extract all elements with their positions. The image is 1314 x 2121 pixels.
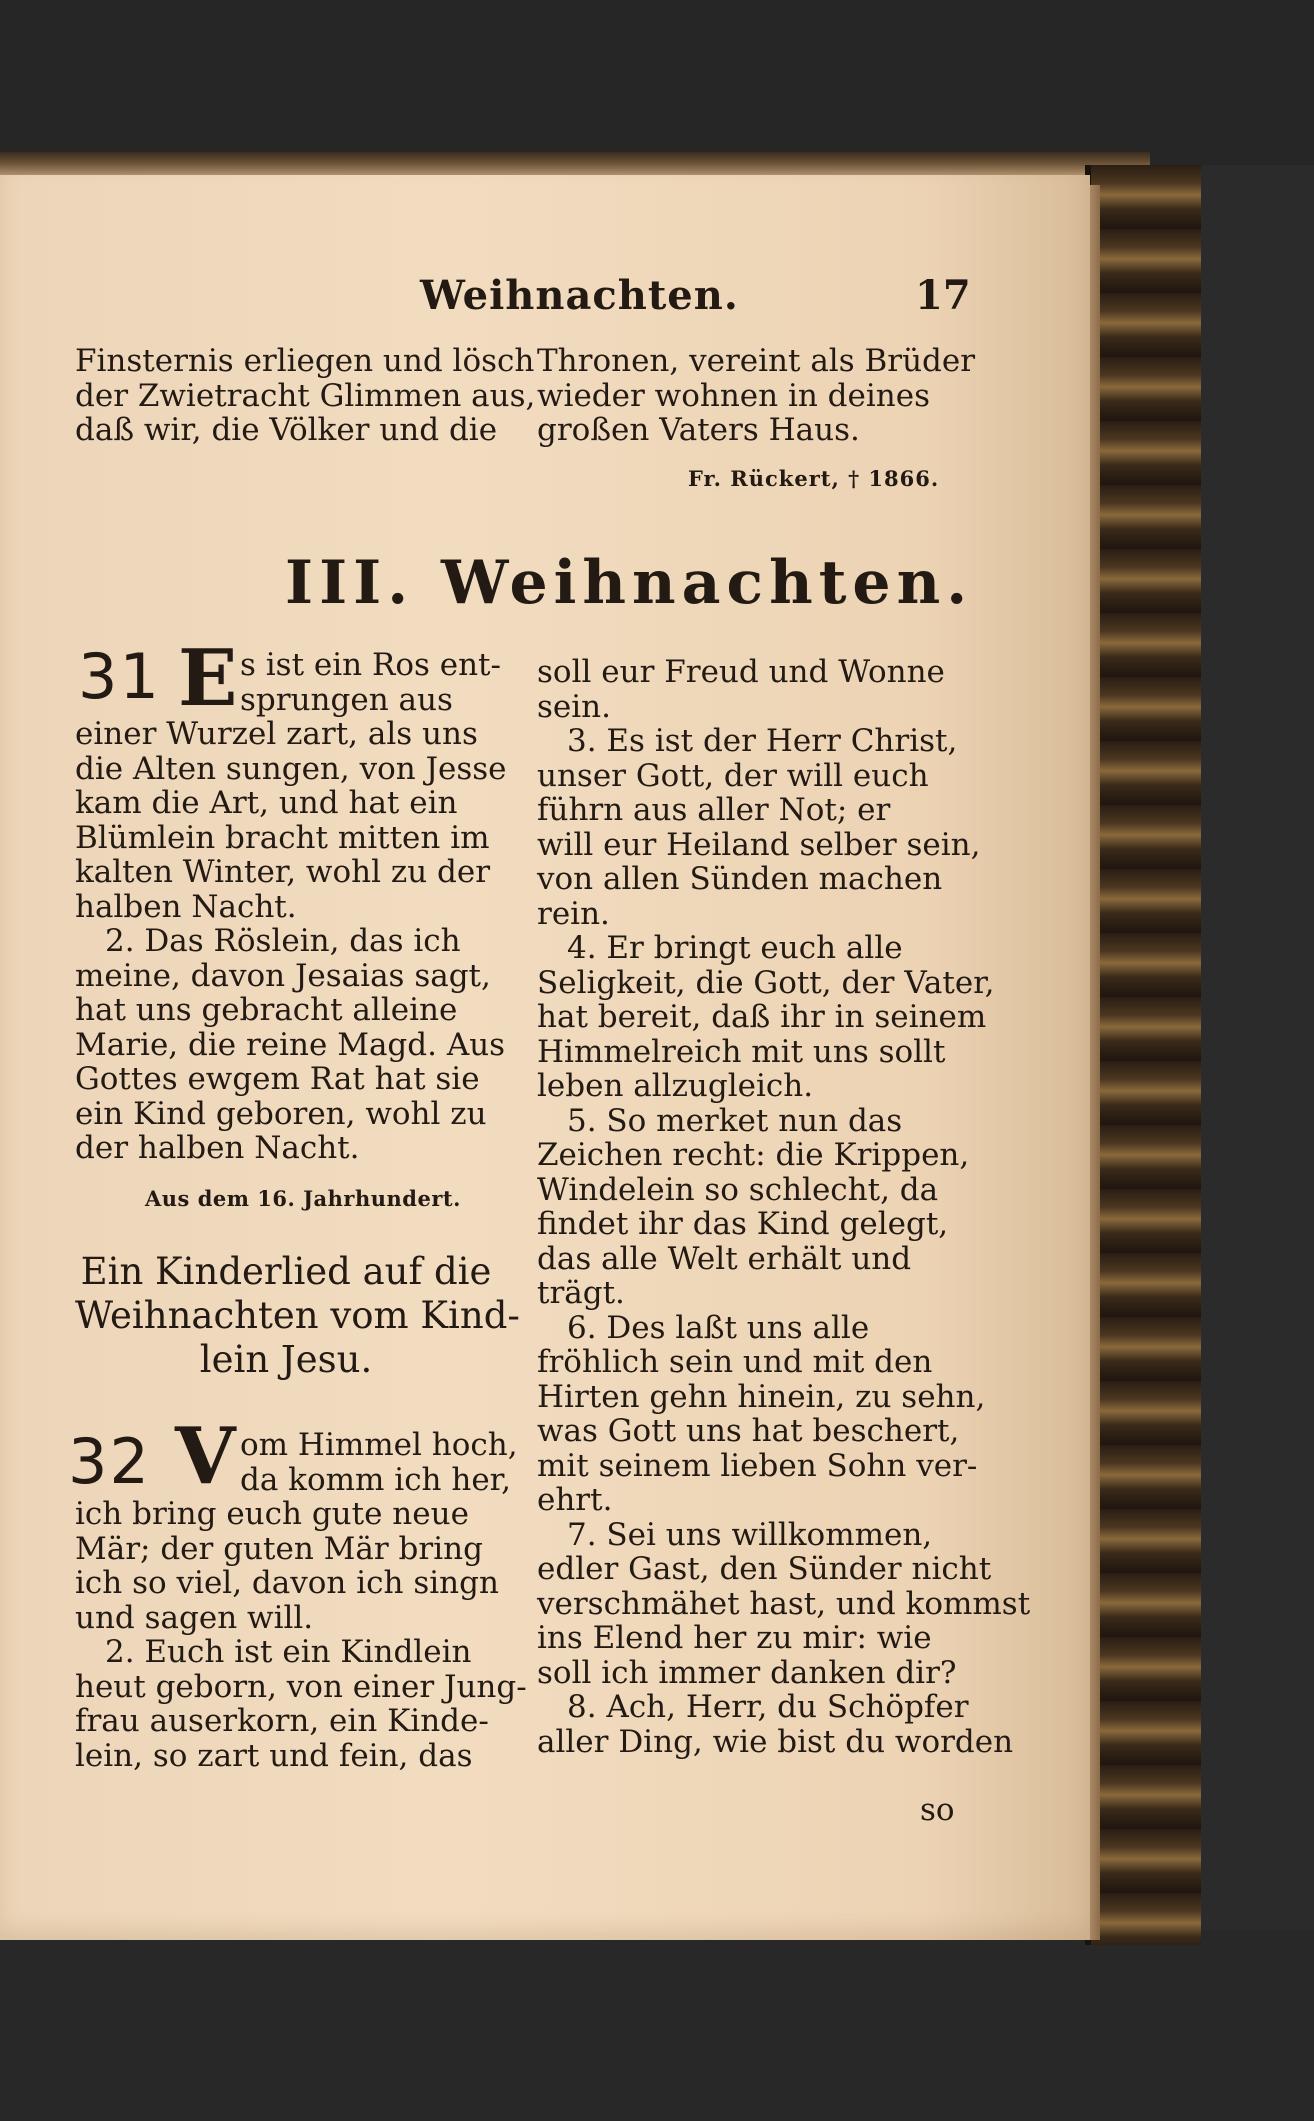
text-line: Windelein so schlecht, da bbox=[537, 1171, 939, 1208]
dropcap-32: V bbox=[175, 1411, 236, 1502]
dropcap-31: E bbox=[178, 633, 238, 724]
text-line: Marie, die reine Magd. Aus bbox=[75, 1026, 506, 1063]
text-line: führn aus aller Not; er bbox=[537, 792, 891, 828]
text-line: mit seinem lieben Sohn ver- bbox=[537, 1447, 978, 1484]
text-line: 2. Euch ist ein Kindlein bbox=[105, 1634, 472, 1670]
text-line: da komm ich her, bbox=[240, 1461, 511, 1498]
text-line: großen Vaters Haus. bbox=[537, 412, 860, 448]
text-line: Himmelreich mit uns sollt bbox=[537, 1033, 946, 1070]
text-line: Zeichen recht: die Krippen, bbox=[537, 1137, 970, 1173]
text-line: om Himmel hoch, bbox=[240, 1427, 518, 1463]
text-line: hat uns gebracht alleine bbox=[75, 992, 458, 1028]
text-line: und sagen will. bbox=[75, 1599, 314, 1636]
text-line: kam die Art, und hat ein bbox=[75, 785, 458, 821]
page-number: 17 bbox=[915, 272, 971, 319]
continuation-left bbox=[75, 343, 536, 448]
text-line: Hirten gehn hinein, zu sehn, bbox=[537, 1378, 986, 1415]
text-line: hat bereit, daß ihr in seinem bbox=[537, 999, 987, 1035]
text-line: Thronen, vereint als Brüder bbox=[537, 343, 976, 379]
text-line: was Gott uns hat beschert, bbox=[537, 1413, 960, 1449]
text-line: ehrt. bbox=[537, 1482, 613, 1518]
text-line: sein. bbox=[537, 688, 611, 725]
text-line: 4. Er bringt euch alle bbox=[567, 930, 903, 966]
text-line: trägt. bbox=[537, 1275, 625, 1311]
text-line: leben allzugleich. bbox=[537, 1068, 814, 1104]
text-line: aller Ding, wie bist du worden bbox=[537, 1723, 1014, 1760]
text-line: Seligkeit, die Gott, der Vater, bbox=[537, 964, 995, 1001]
text-line: soll eur Freud und Wonne bbox=[537, 654, 945, 690]
text-line: 2. Das Röslein, das ich bbox=[105, 923, 461, 959]
text-line: ich bring euch gute neue bbox=[75, 1496, 469, 1532]
text-line: 7. Sei uns willkommen, bbox=[567, 1516, 933, 1553]
text-line: daß wir, die Völker und die bbox=[75, 412, 498, 448]
text-line: die Alten sungen, von Jesse bbox=[75, 750, 507, 787]
catchword: so bbox=[920, 1792, 955, 1828]
text-line: heut geborn, von einer Jung- bbox=[75, 1668, 527, 1705]
text-line: soll ich immer danken dir? bbox=[537, 1654, 957, 1691]
heading-line: Ein Kinderlied auf die bbox=[80, 1250, 492, 1293]
text-line: ein Kind geboren, wohl zu bbox=[75, 1095, 487, 1132]
text-line: lein, so zart und fein, das bbox=[75, 1737, 473, 1774]
book-spine bbox=[1085, 165, 1201, 1945]
text-line: verschmähet hast, und kommst bbox=[537, 1585, 1031, 1622]
text-line: Finsternis erliegen und lösch bbox=[75, 343, 535, 379]
text-line: 3. Es ist der Herr Christ, bbox=[567, 723, 958, 759]
text-line: edler Gast, den Sünder nicht bbox=[537, 1551, 992, 1587]
heading-line: lein Jesu. bbox=[199, 1338, 373, 1381]
text-line: 5. So merket nun das bbox=[567, 1102, 903, 1139]
text-line: meine, davon Jesaias sagt, bbox=[75, 957, 491, 994]
text-line: will eur Heiland selber sein, bbox=[537, 826, 981, 863]
text-line: s ist ein Ros ent- bbox=[240, 647, 501, 683]
hymn-number-31: 31 bbox=[78, 640, 161, 713]
hymn-32-body-right bbox=[537, 654, 1031, 1760]
section-title: III. Weihnachten. bbox=[285, 548, 974, 618]
hymn-32-first-lines bbox=[240, 1427, 518, 1498]
text-line: wieder wohnen in deines bbox=[537, 377, 931, 414]
text-line: fröhlich sein und mit den bbox=[537, 1344, 933, 1380]
hymn-31-body bbox=[75, 716, 507, 1166]
text-line: von allen Sünden machen bbox=[537, 861, 943, 897]
text-line: kalten Winter, wohl zu der bbox=[75, 854, 491, 890]
running-head: Weihnachten. bbox=[420, 272, 739, 319]
text-line: rein. bbox=[537, 895, 610, 932]
hymn-32-body-left bbox=[75, 1496, 527, 1774]
text-line: 8. Ach, Herr, du Schöpfer bbox=[567, 1689, 969, 1725]
background-bottom bbox=[0, 1930, 1314, 2121]
text-line: sprungen aus bbox=[240, 681, 453, 718]
text-line: das alle Welt erhält und bbox=[537, 1240, 912, 1277]
text-line: einer Wurzel zart, als uns bbox=[75, 716, 478, 752]
text-line: Blümlein bracht mitten im bbox=[75, 819, 490, 856]
hymn-31-first-lines bbox=[240, 647, 501, 718]
text-line: 6. Des laßt uns alle bbox=[567, 1309, 870, 1346]
heading-line: Weihnachten vom Kind- bbox=[75, 1294, 520, 1337]
hymn-number-32: 32 bbox=[68, 1425, 151, 1498]
text-line: Mär; der guten Mär bring bbox=[75, 1530, 483, 1567]
text-line: der halben Nacht. bbox=[75, 1130, 360, 1166]
background-top bbox=[0, 0, 1314, 165]
text-line: Gottes ewgem Rat hat sie bbox=[75, 1061, 480, 1097]
text-line: frau auserkorn, ein Kinde- bbox=[75, 1703, 489, 1739]
text-line: findet ihr das Kind gelegt, bbox=[537, 1206, 949, 1242]
text-line: der Zwietracht Glimmen aus, bbox=[75, 377, 536, 414]
text-line: halben Nacht. bbox=[75, 888, 297, 925]
text-line: unser Gott, der will euch bbox=[537, 757, 929, 794]
attribution-16th-century: Aus dem 16. Jahrhundert. bbox=[145, 1186, 461, 1211]
continuation-right bbox=[537, 343, 976, 448]
attribution-rueckert: Fr. Rückert, † 1866. bbox=[688, 466, 940, 491]
text-line: ins Elend her zu mir: wie bbox=[537, 1620, 932, 1656]
text-line: ich so viel, davon ich singn bbox=[75, 1565, 499, 1601]
hymn-32-heading bbox=[75, 1250, 520, 1382]
